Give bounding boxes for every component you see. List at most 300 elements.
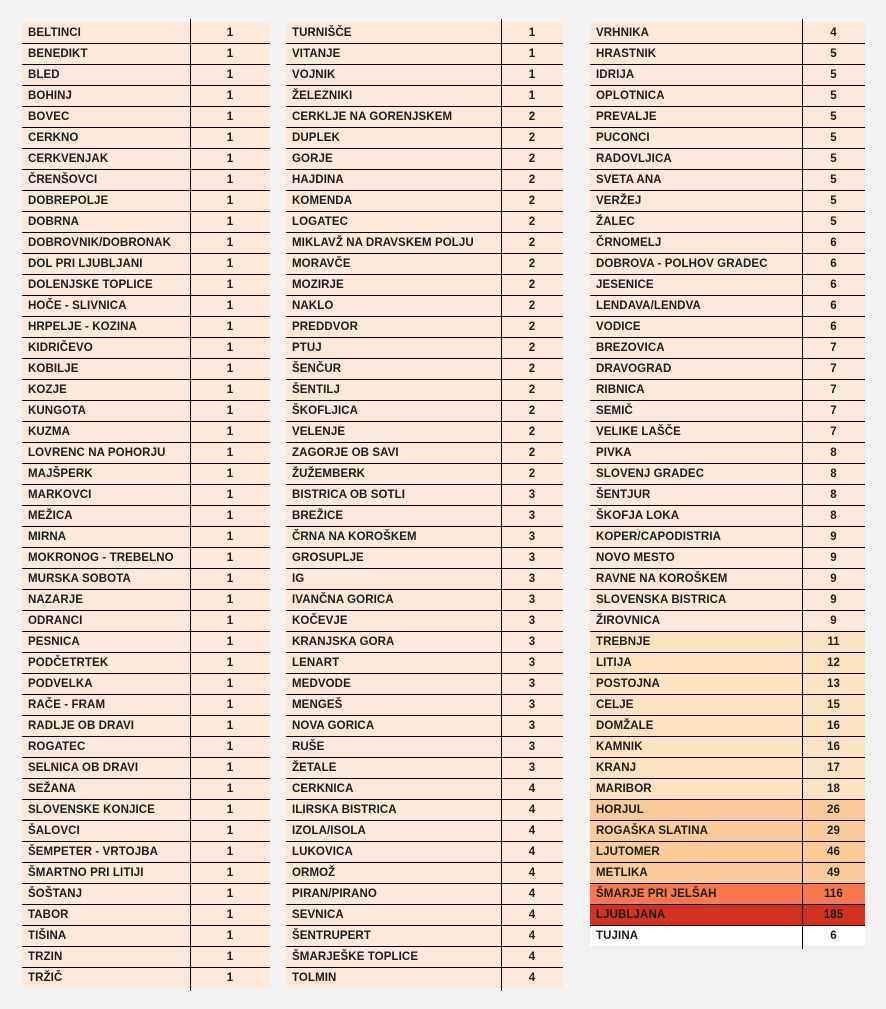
municipality-count: 1 — [226, 468, 234, 480]
table-row — [286, 484, 563, 505]
municipality-count: 8 — [830, 468, 837, 480]
municipality-table-1 — [22, 22, 270, 988]
municipality-name: DOBREPOLJE — [28, 195, 109, 207]
table-row — [590, 631, 865, 652]
municipality-count: 1 — [226, 930, 234, 942]
table-row — [22, 778, 270, 799]
municipality-count: 6 — [830, 237, 837, 249]
municipality-count: 6 — [830, 300, 837, 312]
table-row — [590, 148, 865, 169]
table-row — [22, 568, 270, 589]
municipality-count: 1 — [226, 657, 234, 669]
municipality-name: BOVEC — [28, 111, 70, 123]
table-row — [590, 568, 865, 589]
municipality-name: VODICE — [596, 321, 641, 333]
municipality-count: 1 — [226, 510, 234, 522]
municipality-name: KUZMA — [28, 426, 71, 438]
municipality-name: KRANJSKA GORA — [292, 636, 395, 648]
municipality-count: 1 — [226, 720, 234, 732]
municipality-name: LOVRENC NA POHORJU — [28, 447, 166, 459]
municipality-name: DOBRNA — [28, 216, 80, 228]
municipality-count: 29 — [827, 825, 840, 837]
table-row — [286, 547, 563, 568]
table-row — [22, 43, 270, 64]
municipality-name: ŠENTJUR — [596, 489, 651, 501]
municipality-count: 4 — [528, 867, 536, 879]
municipality-count: 1 — [226, 26, 234, 39]
municipality-name: ROGATEC — [28, 741, 86, 753]
table-row — [286, 631, 563, 652]
municipality-name: ŠEMPETER - VRTOJBA — [28, 846, 159, 858]
municipality-name: PTUJ — [292, 342, 322, 354]
municipality-name: VRHNIKA — [596, 26, 650, 39]
municipality-count: 4 — [528, 846, 536, 858]
municipality-name: KOMENDA — [292, 195, 353, 207]
table-row — [22, 925, 270, 946]
municipality-name: TURNIŠČE — [292, 26, 352, 39]
municipality-name: BENEDIKT — [28, 48, 88, 60]
municipality-count: 3 — [528, 594, 536, 606]
table-row — [22, 862, 270, 883]
municipality-name: VERŽEJ — [596, 195, 642, 207]
table-row — [286, 106, 563, 127]
municipality-name: ŽALEC — [596, 216, 635, 228]
table-row — [286, 694, 563, 715]
municipality-name: RAČE - FRAM — [28, 699, 106, 711]
table-row — [286, 463, 563, 484]
municipality-name: CERKNICA — [292, 783, 354, 795]
table-row — [286, 946, 563, 967]
table-row — [22, 505, 270, 526]
table-row — [590, 106, 865, 127]
municipality-name: HAJDINA — [292, 174, 344, 186]
municipality-name: MARKOVCI — [28, 489, 92, 501]
municipality-count: 2 — [528, 195, 536, 207]
municipality-name: VELENJE — [292, 426, 346, 438]
municipality-name: RUŠE — [292, 741, 325, 753]
table-row — [22, 547, 270, 568]
municipality-name: SLOVENSKA BISTRICA — [596, 594, 727, 606]
municipality-name: MARIBOR — [596, 783, 652, 795]
municipality-name: TUJINA — [596, 930, 639, 942]
municipality-name: PIRAN/PIRANO — [292, 888, 377, 900]
municipality-count: 13 — [827, 678, 840, 690]
table-row — [286, 568, 563, 589]
municipality-name: CERKNO — [28, 132, 79, 144]
table-row — [590, 190, 865, 211]
municipality-name: LUKOVICA — [292, 846, 353, 858]
municipality-count: 1 — [226, 867, 234, 879]
table-row — [590, 526, 865, 547]
municipality-count: 1 — [226, 951, 234, 963]
municipality-count: 1 — [226, 384, 234, 396]
table-row — [22, 316, 270, 337]
table-row — [286, 190, 563, 211]
table-row — [22, 211, 270, 232]
municipality-count: 1 — [226, 90, 234, 102]
municipality-count: 5 — [830, 153, 837, 165]
municipality-count: 2 — [528, 153, 536, 165]
municipality-name: DOBROVA - POLHOV GRADEC — [596, 258, 768, 270]
table-row — [22, 442, 270, 463]
municipality-count: 1 — [226, 363, 234, 375]
municipality-name: IG — [292, 573, 305, 585]
municipality-name: DOMŽALE — [596, 720, 654, 732]
municipality-count: 2 — [528, 321, 536, 333]
table-row — [590, 799, 865, 820]
municipality-name: VELIKE LAŠČE — [596, 426, 681, 438]
municipality-count: 7 — [830, 384, 837, 396]
municipality-count: 5 — [830, 90, 837, 102]
municipality-name: MURSKA SOBOTA — [28, 573, 131, 585]
table-row — [22, 883, 270, 904]
municipality-name: JESENICE — [596, 279, 654, 291]
municipality-count: 1 — [226, 342, 234, 354]
column-divider-line — [501, 19, 502, 991]
municipality-name: SLOVENSKE KONJICE — [28, 804, 155, 816]
municipality-name: SEŽANA — [28, 783, 76, 795]
table-row — [590, 610, 865, 631]
municipality-count: 116 — [824, 888, 843, 900]
municipality-name: MAJŠPERK — [28, 468, 93, 480]
table-row — [590, 379, 865, 400]
municipality-name: MOKRONOG - TREBELNO — [28, 552, 174, 564]
table-row — [22, 22, 270, 43]
table-row — [22, 715, 270, 736]
municipality-count: 1 — [226, 741, 234, 753]
municipality-count: 4 — [528, 951, 536, 963]
municipality-count: 1 — [226, 531, 234, 543]
municipality-count: 1 — [226, 216, 234, 228]
municipality-name: RADLJE OB DRAVI — [28, 720, 135, 732]
table-row — [286, 337, 563, 358]
table-row — [22, 295, 270, 316]
municipality-name: RADOVLJICA — [596, 153, 672, 165]
table-row — [22, 610, 270, 631]
table-row — [286, 526, 563, 547]
municipality-count: 1 — [226, 279, 234, 291]
table-row — [286, 85, 563, 106]
municipality-count: 9 — [830, 573, 837, 585]
table-row — [590, 736, 865, 757]
municipality-name: PODVELKA — [28, 678, 93, 690]
municipality-count: 8 — [830, 510, 837, 522]
municipality-name: MENGEŠ — [292, 699, 343, 711]
municipality-name: ŠOŠTANJ — [28, 888, 83, 900]
municipality-count: 1 — [226, 783, 234, 795]
table-row — [590, 358, 865, 379]
municipality-count: 4 — [528, 825, 536, 837]
table-row — [286, 379, 563, 400]
municipality-name: ŠENTILJ — [292, 384, 340, 396]
municipality-count: 2 — [528, 111, 536, 123]
municipality-count: 9 — [830, 531, 837, 543]
municipality-count: 1 — [226, 573, 234, 585]
municipality-count: 1 — [528, 26, 536, 39]
table-row — [286, 673, 563, 694]
municipality-name: MIRNA — [28, 531, 67, 543]
municipality-name: ŠMARJEŠKE TOPLICE — [292, 951, 419, 963]
table-row — [22, 904, 270, 925]
table-row — [286, 505, 563, 526]
municipality-name: SLOVENJ GRADEC — [596, 468, 705, 480]
municipality-name: PESNICA — [28, 636, 80, 648]
municipality-count: 1 — [226, 300, 234, 312]
municipality-name: TABOR — [28, 909, 69, 921]
table-row — [286, 799, 563, 820]
municipality-count: 1 — [226, 153, 234, 165]
municipality-name: KOZJE — [28, 384, 67, 396]
table-row — [286, 274, 563, 295]
municipality-count: 3 — [528, 720, 536, 732]
table-row — [590, 169, 865, 190]
municipality-count: 26 — [827, 804, 840, 816]
municipality-count: 3 — [528, 573, 536, 585]
municipality-name: SVETA ANA — [596, 174, 662, 186]
municipality-count: 3 — [528, 699, 536, 711]
municipality-name: BLED — [28, 69, 60, 81]
municipality-name: ŠENTRUPERT — [292, 930, 371, 942]
table-row — [590, 274, 865, 295]
municipality-count: 1 — [226, 48, 234, 60]
municipality-name: ŠMARTNO PRI LITIJI — [28, 867, 144, 879]
table-row — [286, 589, 563, 610]
table-row — [590, 652, 865, 673]
table-row — [590, 85, 865, 106]
municipality-count: 1 — [528, 90, 536, 102]
municipality-count: 9 — [830, 615, 837, 627]
municipality-name: LJUBLJANA — [596, 909, 666, 921]
table-row — [286, 64, 563, 85]
table-row — [22, 841, 270, 862]
municipality-count: 18 — [827, 783, 840, 795]
municipality-name: BREZOVICA — [596, 342, 665, 354]
table-row — [22, 64, 270, 85]
municipality-name: POSTOJNA — [596, 678, 660, 690]
table-row — [590, 253, 865, 274]
municipality-count: 2 — [528, 258, 536, 270]
table-row — [22, 631, 270, 652]
municipality-name: KRANJ — [596, 762, 637, 774]
municipality-name: ŠKOFJA LOKA — [596, 510, 680, 522]
table-row — [286, 232, 563, 253]
municipality-name: LENART — [292, 657, 340, 669]
table-row — [286, 442, 563, 463]
municipality-name: MEŽICA — [28, 510, 73, 522]
municipality-name: TREBNJE — [596, 636, 651, 648]
municipality-count: 1 — [226, 846, 234, 858]
municipality-count: 4 — [528, 972, 536, 984]
municipality-name: ŠKOFLJICA — [292, 405, 359, 417]
municipality-name: HRPELJE - KOZINA — [28, 321, 137, 333]
table-row — [286, 778, 563, 799]
municipality-count: 5 — [830, 69, 837, 81]
municipality-count: 1 — [226, 804, 234, 816]
municipality-count: 2 — [528, 342, 536, 354]
table-row — [286, 736, 563, 757]
municipality-count: 5 — [830, 216, 837, 228]
table-row — [286, 148, 563, 169]
municipality-count: 4 — [830, 26, 837, 39]
table-row — [286, 421, 563, 442]
municipality-name: HORJUL — [596, 804, 644, 816]
municipality-name: ŽIROVNICA — [596, 615, 661, 627]
municipality-count: 3 — [528, 531, 536, 543]
municipality-name: TRZIN — [28, 951, 63, 963]
municipality-name: SEVNICA — [292, 909, 344, 921]
municipality-count: 1 — [226, 615, 234, 627]
municipality-name: PODČETRTEK — [28, 657, 109, 669]
municipality-name: MIKLAVŽ NA DRAVSKEM POLJU — [292, 237, 474, 249]
table-row — [590, 589, 865, 610]
municipality-name: VITANJE — [292, 48, 341, 60]
table-row — [22, 946, 270, 967]
municipality-name: LJUTOMER — [596, 846, 660, 858]
table-row — [22, 169, 270, 190]
municipality-name: DUPLEK — [292, 132, 340, 144]
municipality-count: 9 — [830, 552, 837, 564]
table-row — [590, 883, 865, 904]
municipality-name: GROSUPLJE — [292, 552, 364, 564]
municipality-name: DOBROVNIK/DOBRONAK — [28, 237, 171, 249]
table-row — [286, 316, 563, 337]
municipality-count: 1 — [226, 405, 234, 417]
municipality-count: 5 — [830, 111, 837, 123]
municipality-count: 1 — [226, 426, 234, 438]
table-row — [590, 127, 865, 148]
table-row — [286, 715, 563, 736]
municipality-count: 2 — [528, 447, 536, 459]
municipality-count: 7 — [830, 342, 837, 354]
table-row — [590, 316, 865, 337]
municipality-count: 1 — [226, 678, 234, 690]
municipality-count: 16 — [827, 741, 840, 753]
municipality-name: KOBILJE — [28, 363, 79, 375]
municipality-count: 2 — [528, 279, 536, 291]
table-row — [22, 127, 270, 148]
municipality-name: SELNICA OB DRAVI — [28, 762, 139, 774]
table-row — [22, 337, 270, 358]
table-row — [590, 64, 865, 85]
table-row — [22, 358, 270, 379]
municipality-name: IZOLA/ISOLA — [292, 825, 366, 837]
municipality-count: 8 — [830, 489, 837, 501]
table-row — [590, 778, 865, 799]
table-row — [286, 967, 563, 988]
table-row — [22, 967, 270, 988]
municipality-name: RIBNICA — [596, 384, 645, 396]
municipality-count: 5 — [830, 48, 837, 60]
municipality-name: NOVA GORICA — [292, 720, 375, 732]
table-row — [286, 610, 563, 631]
table-row — [22, 379, 270, 400]
municipality-name: DOLENJSKE TOPLICE — [28, 279, 153, 291]
municipality-count: 7 — [830, 405, 837, 417]
municipality-name: RAVNE NA KOROŠKEM — [596, 573, 728, 585]
municipality-name: PREDDVOR — [292, 321, 358, 333]
table-row — [22, 820, 270, 841]
table-row — [286, 862, 563, 883]
table-row — [590, 925, 865, 946]
table-row — [286, 253, 563, 274]
table-row — [590, 463, 865, 484]
municipality-name: ŠENČUR — [292, 363, 342, 375]
municipality-name: OPLOTNICA — [596, 90, 665, 102]
municipality-name: ŽUŽEMBERK — [292, 468, 366, 480]
table-row — [286, 295, 563, 316]
municipality-name: KOČEVJE — [292, 615, 348, 627]
municipality-count: 1 — [226, 237, 234, 249]
municipality-count: 4 — [528, 888, 536, 900]
municipality-count: 4 — [528, 930, 536, 942]
municipality-name: ŽELEZNIKI — [292, 90, 353, 102]
table-row — [590, 484, 865, 505]
municipality-name: METLIKA — [596, 867, 648, 879]
table-row — [22, 85, 270, 106]
municipality-name: CERKLJE NA GORENJSKEM — [292, 111, 453, 123]
table-row — [286, 22, 563, 43]
municipality-count: 8 — [830, 447, 837, 459]
municipality-count: 1 — [226, 552, 234, 564]
municipality-count: 46 — [827, 846, 840, 858]
table-row — [590, 904, 865, 925]
table-row — [286, 169, 563, 190]
municipality-name: DOL PRI LJUBLJANI — [28, 258, 143, 270]
table-row — [22, 736, 270, 757]
table-row — [22, 589, 270, 610]
municipality-name: TRŽIČ — [28, 972, 63, 984]
table-row — [590, 694, 865, 715]
municipality-name: IDRIJA — [596, 69, 635, 81]
municipality-count: 5 — [830, 174, 837, 186]
table-row — [22, 652, 270, 673]
municipality-name: SEMIČ — [596, 405, 633, 417]
municipality-name: BOHINJ — [28, 90, 73, 102]
municipality-count: 1 — [226, 174, 234, 186]
table-row — [590, 295, 865, 316]
municipality-name: GORJE — [292, 153, 333, 165]
table-row — [22, 400, 270, 421]
municipality-name: MORAVČE — [292, 258, 351, 270]
municipality-count: 2 — [528, 426, 536, 438]
municipality-count: 16 — [827, 720, 840, 732]
table-row — [590, 337, 865, 358]
municipality-name: ČRNOMELJ — [596, 237, 662, 249]
municipality-count: 3 — [528, 678, 536, 690]
table-row — [22, 757, 270, 778]
municipality-count: 2 — [528, 174, 536, 186]
municipality-count: 3 — [528, 510, 536, 522]
table-row — [286, 925, 563, 946]
municipality-name: BISTRICA OB SOTLI — [292, 489, 406, 501]
table-row — [590, 715, 865, 736]
municipality-count: 2 — [528, 468, 536, 480]
municipality-count: 5 — [830, 132, 837, 144]
municipality-name: ČRNA NA KOROŠKEM — [292, 531, 417, 543]
table-row — [22, 694, 270, 715]
municipality-count: 1 — [226, 636, 234, 648]
municipality-name: BELTINCI — [28, 26, 81, 39]
municipality-count: 17 — [827, 762, 840, 774]
municipality-table-2 — [286, 22, 563, 988]
table-row — [22, 463, 270, 484]
municipality-count: 3 — [528, 552, 536, 564]
table-row — [590, 421, 865, 442]
municipality-name: PIVKA — [596, 447, 632, 459]
municipality-name: BREŽICE — [292, 510, 344, 522]
municipality-name: DRAVOGRAD — [596, 363, 672, 375]
municipality-name: IVANČNA GORICA — [292, 594, 394, 606]
